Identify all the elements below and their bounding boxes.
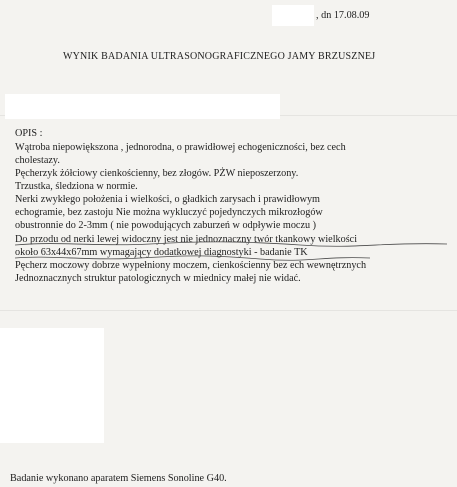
wavy-underline: [15, 256, 370, 260]
report-line: Wątroba niepowiększona , jednorodna, o prawidłowej echogeniczności, bez cech: [15, 142, 346, 153]
document-footer: Badanie wykonano aparatem Siemens Sonoline G40.: [10, 473, 227, 484]
report-line: obustronnie do 2-3mm ( nie powodujących zaburzeń w odpływie moczu ): [15, 220, 317, 231]
report-line-underlined: Do przodu od nerki lewej widoczny jest nie jednoznaczny twór tkankowy wielkości: [15, 234, 358, 245]
report-line: cholestazy.: [15, 155, 60, 166]
report-line: Pęcherz moczowy dobrze wypełniony moczem, cienkościenny bez ech wewnętrznych: [15, 260, 367, 271]
wavy-underline: [15, 242, 447, 246]
section-label: OPIS :: [15, 128, 43, 139]
report-line: Pęcherzyk żółciowy cienkościenny, bez złogów. PŻW nieposzerzony.: [15, 168, 299, 179]
report-line-underlined: około 63x44x67mm wymagający dodatkowej diagnostyki - badanie TK: [15, 247, 308, 258]
document-date: , dn 17.08.09: [316, 10, 370, 21]
document-title: WYNIK BADANIA ULTRASONOGRAFICZNEGO JAMY BRZUSZNEJ: [63, 51, 376, 62]
report-line: echogramie, bez zastoju Nie można wykluczyć pojedynczych mikrozłogów: [15, 207, 323, 218]
report-line: Jednoznacznych struktur patologicznych w miednicy małej nie widać.: [15, 273, 301, 284]
report-line: Trzustka, śledziona w normie.: [15, 181, 138, 192]
report-line: Nerki zwykłego położenia i wielkości, o gładkich zarysach i prawidłowym: [15, 194, 320, 205]
